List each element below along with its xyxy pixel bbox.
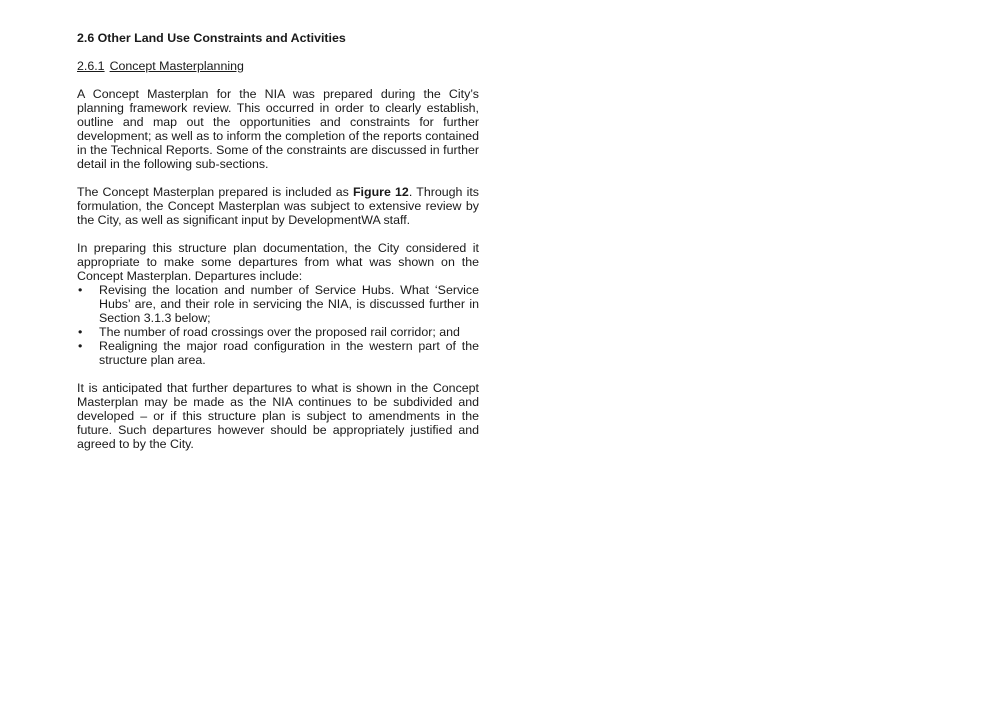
subsection-heading bbox=[77, 59, 479, 73]
paragraph-further-departures: It is anticipated that further departures to what is shown in the Concept Masterplan may be made as the NIA continues to be subdivided and developed – or if this structure plan is subject to amendments in the future. Such departures however should be appropriately justified and agreed to by the City. bbox=[77, 381, 479, 451]
list-item bbox=[77, 325, 479, 339]
departures-list bbox=[77, 283, 479, 367]
paragraph-figure-text-after: . Through its formulation, the Concept Masterplan was subject to extensive review by the City, as well as significant input by DevelopmentWA staff. bbox=[77, 185, 479, 227]
figure-reference: Figure 12 bbox=[352, 185, 409, 199]
section-heading: 2.6 Other Land Use Constraints and Activities bbox=[77, 31, 346, 45]
list-item bbox=[77, 283, 479, 325]
paragraph-departures: In preparing this structure plan documentation, the City considered it appropriate to make some departures from what was shown on the Concept Masterplan. Departures include: bbox=[77, 241, 479, 283]
bullet-icon: • bbox=[78, 325, 83, 339]
paragraph-figure-reference bbox=[77, 185, 479, 227]
document-page bbox=[77, 31, 479, 465]
bullet-icon: • bbox=[78, 339, 83, 353]
paragraph-intro: A Concept Masterplan for the NIA was prepared during the City’s planning framework review. This occurred in order to clearly establish, outline and map out the opportunities and constraints for further development; as well as to inform the completion of the reports contained in the Technical Reports. Some of the constraints are discussed in further detail in the following sub-sections. bbox=[77, 87, 479, 171]
list-item-text: Realigning the major road configuration in the western part of the structure plan area. bbox=[99, 339, 479, 367]
list-item bbox=[77, 339, 479, 367]
paragraph-figure-text-before: The Concept Masterplan prepared is included as bbox=[77, 185, 353, 199]
subsection-title: Concept Masterplanning bbox=[109, 59, 244, 73]
bullet-icon: • bbox=[78, 283, 83, 297]
list-item-text: The number of road crossings over the proposed rail corridor; and bbox=[99, 325, 460, 339]
subsection-number: 2.6.1 bbox=[77, 59, 105, 73]
list-item-text: Revising the location and number of Service Hubs. What ‘Service Hubs’ are, and their role in servicing the NIA, is discussed further in Section 3.1.3 below; bbox=[99, 283, 479, 325]
